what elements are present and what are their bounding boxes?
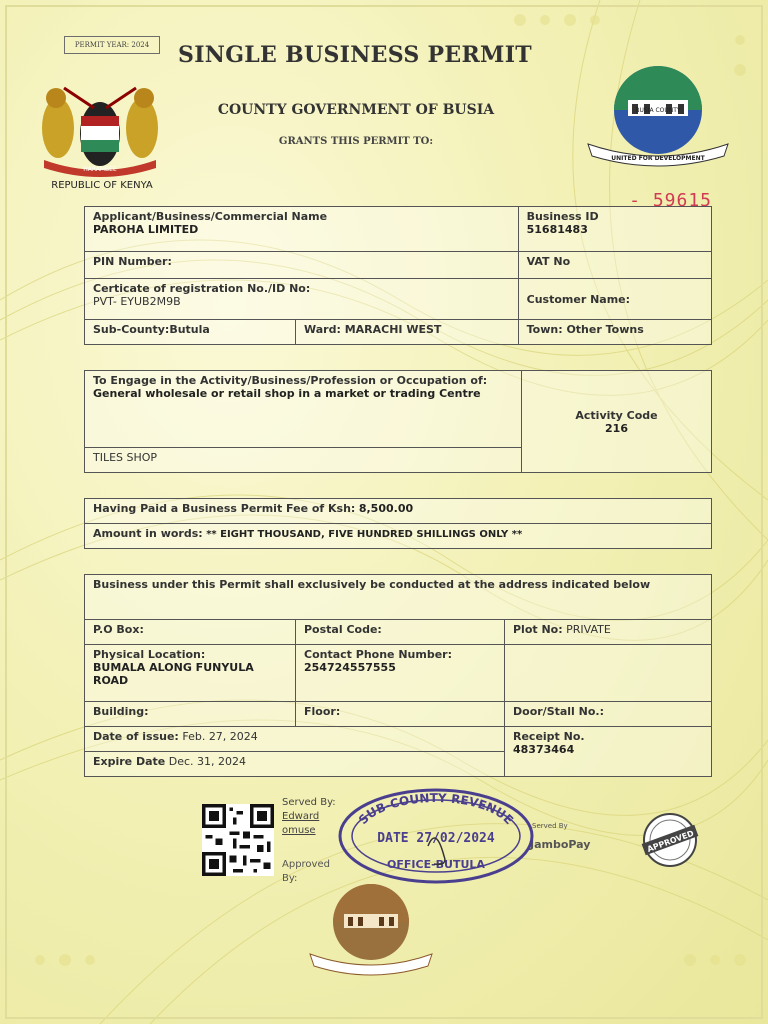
approved-by-label-1: Approved — [282, 859, 330, 870]
expire-date-label: Expire Date — [93, 755, 166, 768]
table-row — [85, 702, 712, 727]
busia-county-logo-bottom-icon — [306, 880, 436, 980]
document-title: SINGLE BUSINESS PERMIT — [178, 42, 532, 68]
grants-label: GRANTS THIS PERMIT TO: — [278, 136, 434, 147]
activity-code-value: 216 — [605, 421, 628, 435]
revenue-office-stamp — [336, 786, 536, 886]
vat-cell — [518, 252, 711, 279]
activity-engage-value: General wholesale or retail shop in a market or trading Centre — [93, 387, 481, 400]
business-id-value: 51681483 — [526, 223, 588, 236]
busia-logo-text: BUSIA COUNTY — [635, 107, 681, 114]
busia-motto: UNITED FOR DEVELOPMENT — [611, 155, 705, 162]
activity-table — [84, 370, 712, 473]
table-row — [85, 575, 712, 620]
activity-detail-cell — [85, 448, 522, 473]
certificate-cell — [85, 279, 519, 320]
table-row — [85, 499, 712, 524]
fee-paid-value: 8,500.00 — [358, 502, 414, 515]
approved-by-label-2: By: — [282, 873, 298, 884]
address-table — [84, 574, 712, 777]
applicant-name-label: Applicant/Business/Commercial Name — [93, 210, 328, 223]
served-by-block — [282, 796, 336, 838]
table-row — [85, 279, 712, 320]
fee-paid-cell — [85, 499, 712, 524]
plot-cell — [505, 620, 712, 645]
stamp-date-text: DATE 27/02/2024 — [377, 831, 495, 846]
expire-date-value: Dec. 31, 2024 — [168, 755, 247, 768]
served-by-label: Served By: — [282, 797, 336, 808]
customer-name-label: Customer Name: — [526, 292, 631, 306]
pin-cell — [85, 252, 519, 279]
postal-code-cell — [296, 620, 505, 645]
building-label: Building: — [93, 705, 149, 718]
certificate-label: Certicate of registration No./ID No: — [93, 282, 311, 295]
town-cell — [518, 320, 711, 345]
plot-value: PRIVATE — [566, 623, 611, 636]
physical-location-cell — [85, 645, 296, 702]
permit-year-box: PERMIT YEAR: 2024 — [64, 36, 160, 54]
activity-code-label: Activity Code — [575, 408, 658, 422]
floor-label: Floor: — [304, 705, 341, 718]
empty-cell — [505, 645, 712, 702]
po-box-label: P.O Box: — [93, 623, 144, 636]
busia-county-logo-icon — [584, 64, 732, 176]
fee-words-cell — [85, 524, 712, 549]
svg-text:SUB-COUNTY REVENUE — [356, 791, 516, 827]
kenya-coat-of-arms-icon — [34, 68, 166, 180]
activity-description-cell — [85, 371, 522, 448]
receipt-label: Receipt No. — [513, 730, 585, 743]
ward-label: Ward: MARACHI WEST — [304, 323, 442, 336]
receipt-cell — [505, 727, 712, 777]
physical-location-label: Physical Location: — [93, 648, 206, 661]
table-row — [85, 252, 712, 279]
address-note-cell — [85, 575, 712, 620]
served-by-name-1: Edward — [282, 811, 320, 822]
door-stall-cell — [505, 702, 712, 727]
door-stall-label: Door/Stall No.: — [513, 705, 605, 718]
vat-label: VAT No — [526, 255, 571, 268]
served-by-label-2: Served By — [532, 822, 568, 830]
table-row — [85, 727, 712, 752]
po-box-cell — [85, 620, 296, 645]
activity-engage-label: To Engage in the Activity/Business/Profession or Occupation of: — [93, 374, 488, 387]
building-cell — [85, 702, 296, 727]
approved-badge-icon — [638, 812, 702, 868]
applicant-table — [84, 206, 712, 345]
business-id-cell — [518, 207, 711, 252]
applicant-name-value: PAROHA LIMITED — [93, 223, 199, 236]
table-row — [85, 207, 712, 252]
floor-cell — [296, 702, 505, 727]
served-by-name-2: omuse — [282, 825, 316, 836]
county-name: COUNTY GOVERNMENT OF BUSIA — [217, 102, 495, 118]
qr-code-icon — [202, 804, 274, 876]
stamp-top-text: SUB-COUNTY REVENUE — [355, 790, 517, 828]
table-row — [85, 524, 712, 549]
pin-label: PIN Number: — [93, 255, 172, 268]
town-label: Town: Other Towns — [526, 323, 644, 336]
jambopay-label: JamboPay — [530, 838, 591, 851]
issue-date-label: Date of issue: — [93, 730, 179, 743]
activity-detail-value: TILES SHOP — [93, 451, 158, 464]
kenya-motto: HARAMBEE — [83, 166, 117, 173]
receipt-value: 48373464 — [513, 743, 575, 756]
plot-label: Plot No: — [513, 623, 563, 636]
approved-badge-text: APPROVED — [645, 828, 696, 855]
subcounty-label: Sub-County:Butula — [93, 323, 210, 336]
address-note: Business under this Permit shall exclusively be conducted at the address indicated below — [93, 578, 651, 591]
issue-date-cell — [85, 727, 505, 752]
issue-date-value: Feb. 27, 2024 — [182, 730, 258, 743]
table-row — [85, 645, 712, 702]
subcounty-cell — [85, 320, 296, 345]
fee-table — [84, 498, 712, 549]
contact-phone-value: 254724557555 — [304, 661, 396, 674]
business-id-label: Business ID — [526, 210, 599, 223]
stamp-bottom-text: OFFICE-BUTULA — [387, 858, 485, 871]
customer-name-cell — [518, 279, 711, 320]
certificate-value: PVT- EYUB2M9B — [93, 295, 181, 308]
physical-location-value: BUMALA ALONG FUNYULA ROAD — [93, 661, 254, 687]
fee-words-label: Amount in words: — [93, 527, 203, 540]
activity-code-cell — [522, 371, 712, 473]
expire-date-cell — [85, 752, 505, 777]
contact-phone-label: Contact Phone Number: — [304, 648, 452, 661]
postal-code-label: Postal Code: — [304, 623, 382, 636]
table-row — [85, 371, 712, 448]
fee-words-value: ** EIGHT THOUSAND, FIVE HUNDRED SHILLINGS ONLY ** — [206, 529, 523, 540]
fee-paid-label: Having Paid a Business Permit Fee of Ksh: — [93, 502, 356, 515]
ward-cell — [296, 320, 519, 345]
serial-number: - 59615 — [629, 190, 712, 211]
applicant-name-cell — [85, 207, 519, 252]
table-row — [85, 320, 712, 345]
table-row — [85, 620, 712, 645]
republic-of-kenya-label: REPUBLIC OF KENYA — [51, 180, 153, 191]
contact-phone-cell — [296, 645, 505, 702]
